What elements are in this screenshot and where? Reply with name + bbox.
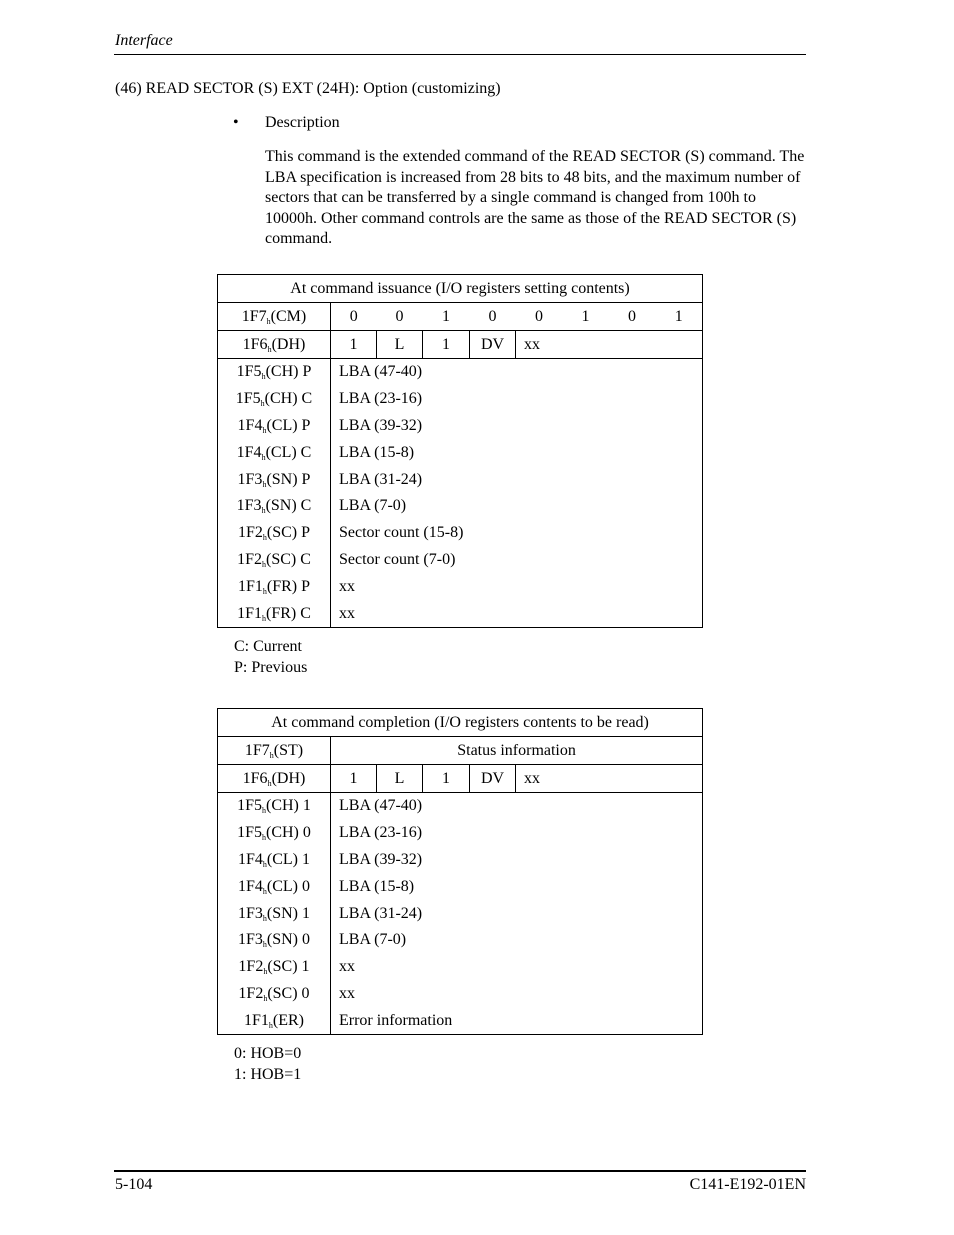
register-row [218,359,703,386]
legend-item: 1: HOB=1 [234,1065,302,1083]
register-name: $1F3_h(SN)$ 0 [218,927,331,954]
running-header: Interface [115,32,173,49]
register-name: $1F6_h(DH)$ [218,765,331,793]
bit-cell: 0 [470,303,516,331]
completion-table-title: At command completion (I/O registers contents to be read) [218,709,703,737]
description-label: Description [265,114,340,131]
description-paragraph: This command is the extended command of the READ SECTOR (S) command. The LBA specification is increased from 28 bits to 48 bits, and the maximum number of sectors that can be transferred by a single command is changed from 100h to 10000h. Other command controls are the same as those of the READ SECTOR (S) command. [265,148,805,248]
register-value: Sector count (15-8) [331,520,703,547]
legend-item: C: Current [234,638,302,655]
register-row [218,847,703,874]
legend-item: 0: HOB=0 [234,1045,302,1062]
register-name: $1F7_h(CM)$ [218,303,331,331]
register-row [218,927,703,954]
issuance-legend [234,637,307,678]
dh-cell: xx [516,765,703,793]
register-value: LBA (31-24) [331,466,703,493]
register-value: xx [331,954,703,981]
bit-cell: 1 [423,303,470,331]
register-name: $1F4_h(CL)$ C [218,439,331,466]
register-name: $1F4_h(CL)$ 0 [218,873,331,900]
register-row [218,600,703,627]
st-register-row [218,737,703,765]
register-name: $1F6_h(DH)$ [218,331,331,359]
register-name: $1F2_h(SC)$ 1 [218,954,331,981]
status-information-cell: Status information [331,737,703,765]
register-row [218,439,703,466]
register-value: LBA (15-8) [331,873,703,900]
register-row [218,573,703,600]
register-value: LBA (31-24) [331,900,703,927]
section-title: (46) READ SECTOR (S) EXT (24H): Option (customizing) [115,80,501,97]
register-row [218,793,703,820]
register-name: $1F3_h(SN)$ P [218,466,331,493]
dh-cell: 1 [423,765,470,793]
register-row [218,386,703,413]
register-value: Error information [331,1007,703,1034]
register-row [218,954,703,981]
dh-cell: 1 [331,331,377,359]
register-row [218,820,703,847]
completion-register-table [217,708,703,1035]
register-name: $1F3_h(SN)$ C [218,493,331,520]
dh-cell: L [377,765,423,793]
register-name: $1F5_h(CH)$ 0 [218,820,331,847]
footer-divider [114,1170,806,1172]
register-value: LBA (23-16) [331,386,703,413]
register-value: LBA (7-0) [331,927,703,954]
register-value: LBA (23-16) [331,820,703,847]
register-name: $1F2_h(SC)$ 0 [218,981,331,1008]
dh-cell: 1 [423,331,470,359]
register-name: $1F1_h(ER)$ [218,1007,331,1034]
dh-cell: DV [470,331,516,359]
register-name: $1F5_h(CH)$ 1 [218,793,331,820]
register-name: $1F1_h(FR)$ C [218,600,331,627]
register-value: LBA (47-40) [331,359,703,386]
page-number: 5-104 [115,1176,153,1193]
register-value: LBA (15-8) [331,439,703,466]
cm-register-row [218,303,703,331]
register-row [218,900,703,927]
register-name: $1F5_h(CH)$ C [218,386,331,413]
register-row [218,981,703,1008]
register-value: LBA (39-32) [331,413,703,440]
register-row [218,466,703,493]
issuance-table-title: At command issuance (I/O registers setting contents) [218,275,703,303]
dh-cell: xx [516,331,703,359]
issuance-register-table [217,274,703,628]
dh-cell: L [377,331,423,359]
register-row [218,547,703,574]
document-id: C141-E192-01EN [689,1176,806,1193]
register-name: $1F2_h(SC)$ C [218,547,331,574]
register-value: LBA (47-40) [331,793,703,820]
register-name: $1F4_h(CL)$ P [218,413,331,440]
register-row [218,493,703,520]
bit-cell: 1 [656,303,703,331]
bit-cell: 0 [331,303,377,331]
register-name: $1F3_h(SN)$ 1 [218,900,331,927]
bullet-icon: • [233,114,239,131]
register-row [218,413,703,440]
register-row [218,873,703,900]
dh-register-row [218,765,703,793]
register-name: $1F5_h(CH)$ P [218,359,331,386]
register-value: Sector count (7-0) [331,547,703,574]
bit-cell: 0 [377,303,423,331]
register-value: xx [331,981,703,1008]
bit-cell: 0 [609,303,656,331]
dh-cell: DV [470,765,516,793]
register-row [218,1007,703,1034]
bit-cell: 1 [563,303,609,331]
register-value: xx [331,600,703,627]
register-name: $1F7_h(ST)$ [218,737,331,765]
header-divider [114,54,806,55]
register-value: LBA (39-32) [331,847,703,874]
register-value: xx [331,573,703,600]
completion-legend [234,1044,301,1085]
dh-cell: 1 [331,765,377,793]
register-name: $1F4_h(CL)$ 1 [218,847,331,874]
register-row [218,520,703,547]
dh-register-row [218,331,703,359]
register-value: LBA (7-0) [331,493,703,520]
register-name: $1F2_h(SC)$ P [218,520,331,547]
register-name: $1F1_h(FR)$ P [218,573,331,600]
legend-item: P: Previous [234,658,308,676]
bit-cell: 0 [516,303,563,331]
